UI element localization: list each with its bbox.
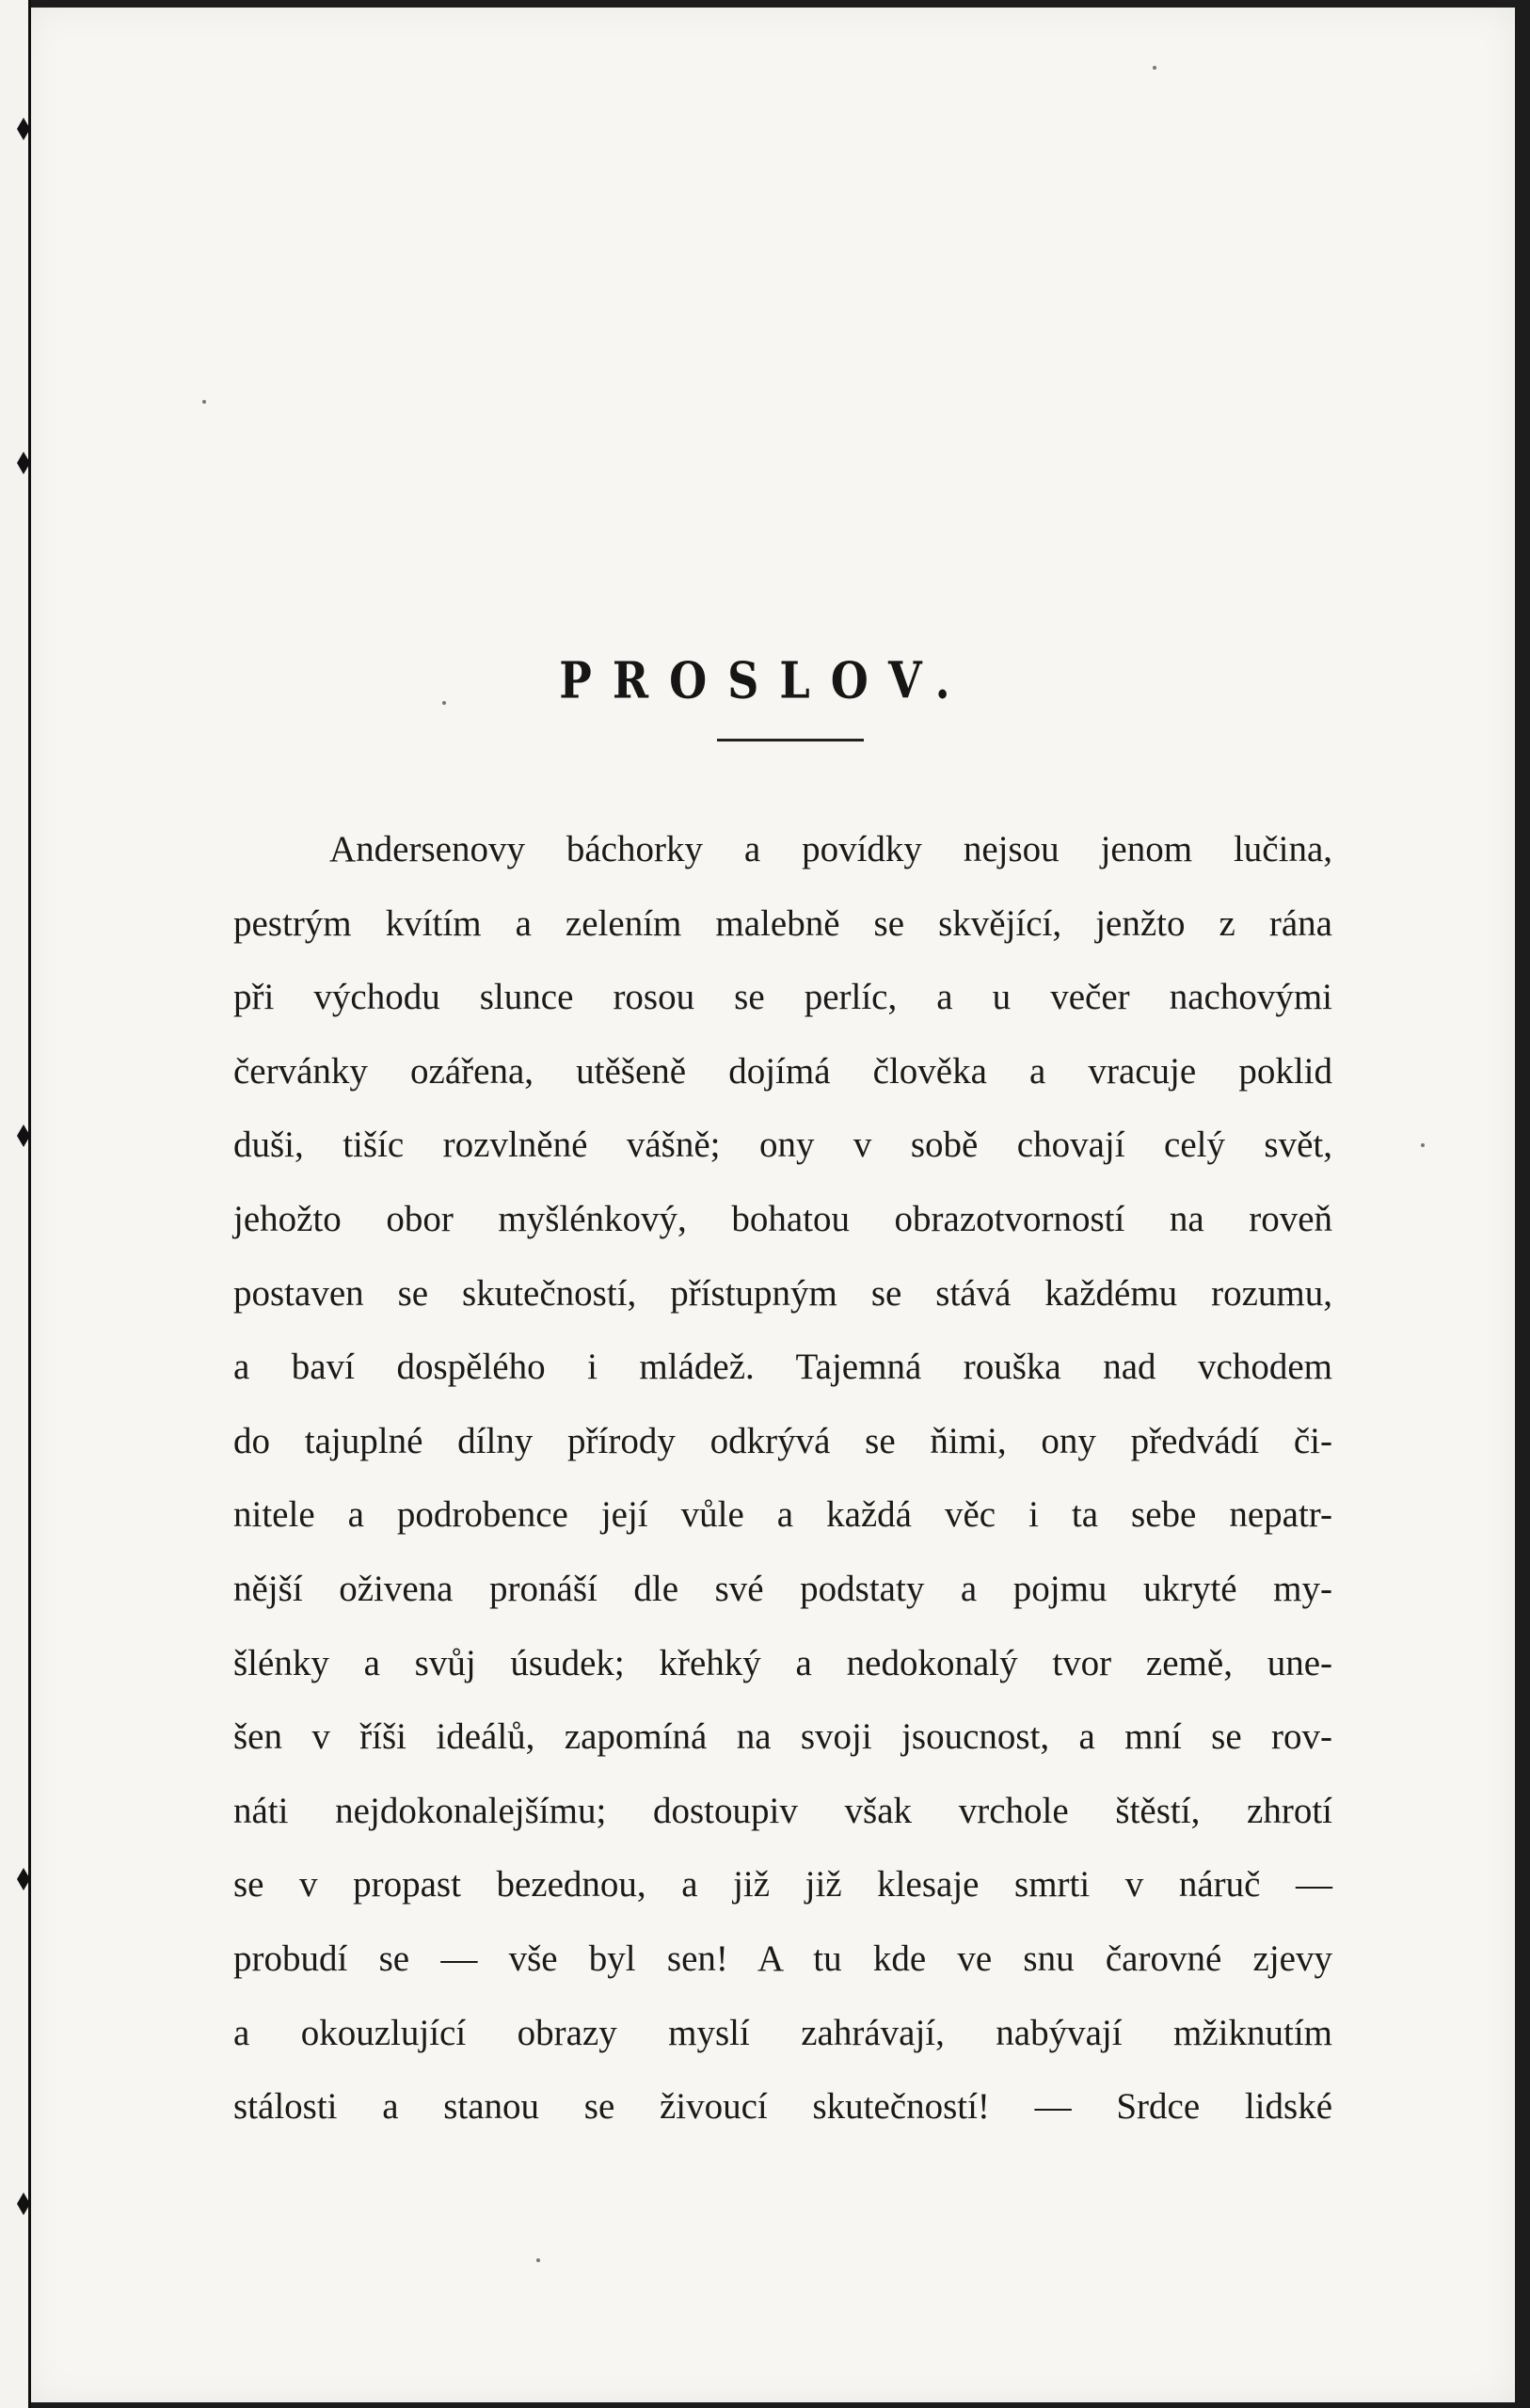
paper-speck	[1421, 1143, 1425, 1147]
preface-paragraph	[233, 813, 1332, 2145]
paper-speck	[1153, 66, 1156, 70]
paper-speck	[202, 400, 206, 404]
text-line: postaven se skutečností, přístupným se stává každému rozumu,	[233, 1272, 1332, 1314]
text-line: červánky ozářena, utěšeně dojímá člověka a vracuje poklid	[233, 1050, 1332, 1092]
text-line: náti nejdokonalejšímu; dostoupiv však vrchole štěstí, zhrotí	[233, 1790, 1332, 1831]
binding-edge	[0, 0, 31, 2408]
binding-mark	[17, 1124, 30, 1147]
binding-mark	[17, 452, 30, 474]
text-line: šlénky a svůj úsudek; křehký a nedokonalý tvor země, une-	[233, 1642, 1332, 1683]
page-title: PROSLOV.	[559, 650, 971, 710]
text-line: duši, tišíc rozvlněné vášně; ony v sobě chovají celý svět,	[233, 1124, 1332, 1166]
text-line: a baví dospělého i mládež. Tajemná rouška nad vchodem	[233, 1347, 1332, 1388]
text-line: při východu slunce rosou se perlíc, a u večer nachovými	[233, 977, 1332, 1018]
text-line: a okouzlující obrazy myslí zahrávají, nabývají mžiknutím	[233, 2012, 1332, 2053]
text-line: pestrým kvítím a zelením malebně se skvějící, jenžto z rána	[233, 902, 1332, 944]
paper-speck	[536, 2258, 540, 2262]
text-line: nější oživena pronáší dle své podstaty a pojmu ukryté my-	[233, 1568, 1332, 1609]
binding-mark	[17, 2193, 30, 2215]
text-line: nitele a podrobence její vůle a každá věc i ta sebe nepatr-	[233, 1494, 1332, 1536]
title-rule	[717, 739, 864, 742]
text-line: Andersenovy báchorky a povídky nejsou jenom lučina,	[329, 829, 1332, 869]
text-line: do tajuplné dílny přírody odkrývá se ňimi, ony předvádí či-	[233, 1420, 1332, 1461]
text-line: stálosti a stanou se živoucí skutečností! — Srdce lidské	[233, 2086, 1332, 2128]
binding-mark	[17, 1868, 30, 1890]
text-line: se v propast bezednou, a již již klesaje smrti v náruč —	[233, 1864, 1332, 1906]
text-line: probudí se — vše byl sen! A tu kde ve snu čarovné zjevy	[233, 1938, 1332, 1979]
binding-mark	[17, 118, 30, 140]
text-line: jehožto obor myšlénkový, bohatou obrazotvorností na roveň	[233, 1198, 1332, 1239]
text-line: šen v říši ideálů, zapomíná na svoji jsoucnost, a mní se rov-	[233, 1716, 1332, 1758]
